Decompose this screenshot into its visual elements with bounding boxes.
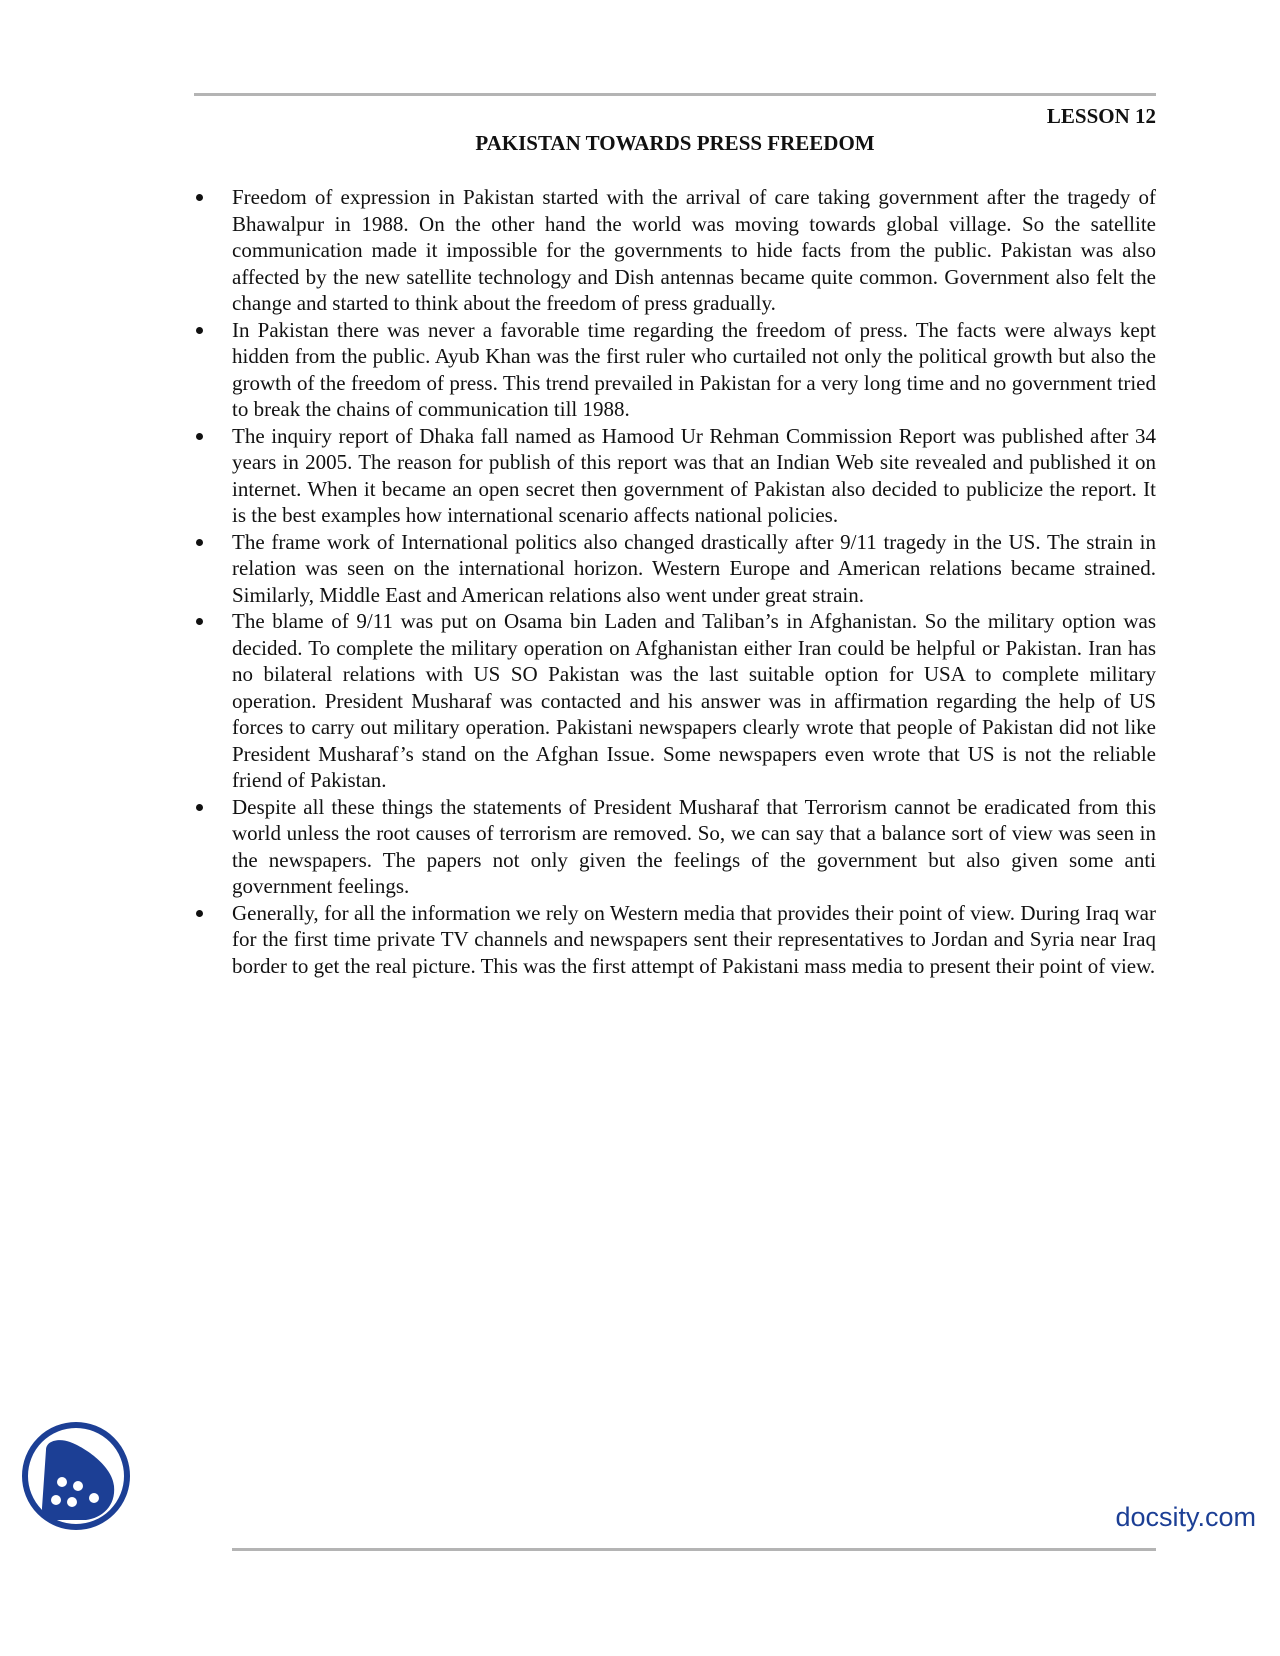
bullet-item — [232, 317, 1156, 423]
bullet-item — [232, 423, 1156, 529]
bullet-text: Despite all these things the statements of President Musharaf that Terrorism cannot be eradicated from this world unless the root causes of terrorism are removed. So, we can say that a balance sort of view was seen in the newspapers. The papers not only given the feelings of the government but also given some anti government feelings. — [232, 794, 1156, 898]
bullet-text: In Pakistan there was never a favorable time regarding the freedom of press. The facts were always kept hidden from the public. Ayub Khan was the first ruler who curtailed not only the political growth but also the growth of the freedom of press. This trend prevailed in Pakistan for a very long time and no government tried to break the chains of communication till 1988. — [232, 317, 1156, 421]
top-rule — [194, 93, 1156, 96]
bullet-text: Freedom of expression in Pakistan started with the arrival of care taking government after the tragedy of Bhawalpur in 1988. On the other hand the world was moving towards global village. So the satellite communication made it impossible for the governments to hide facts from the public. Pakistan was also affected by the new satellite technology and Dish antennas became quite common. Government also felt the change and started to think about the freedom of press gradually. — [232, 185, 1156, 315]
bullet-icon — [196, 618, 203, 625]
bullet-item — [232, 608, 1156, 794]
bullet-icon — [196, 194, 203, 201]
bullet-icon — [196, 804, 203, 811]
docsity-logo-icon — [20, 1420, 132, 1532]
lesson-number: LESSON 12 — [1046, 104, 1156, 128]
bullet-text: The inquiry report of Dhaka fall named as Hamood Ur Rehman Commission Report was published after 34 years in 2005. The reason for publish of this report was that an Indian Web site revealed and published it on internet. When it became an open secret then government of Pakistan also decided to publicize the report. It is the best examples how international scenario affects national policies. — [232, 423, 1156, 527]
bottom-rule — [232, 1548, 1156, 1551]
bullet-text: The blame of 9/11 was put on Osama bin Laden and Taliban’s in Afghanistan. So the military option was decided. To complete the military operation on Afghanistan either Iran could be helpful or Pakistan. Iran has no bilateral relations with US SO Pakistan was the last suitable option for USA to complete military operation. President Musharaf was contacted and his answer was in affirmation regarding the help of US forces to carry out military operation. Pakistani newspapers clearly wrote that people of Pakistan did not like President Musharaf’s stand on the Afghan Issue. Some newspapers even wrote that US is not the reliable friend of Pakistan. — [232, 609, 1156, 792]
bullet-icon — [196, 433, 203, 440]
bullet-item — [232, 794, 1156, 900]
bullet-list — [232, 184, 1156, 979]
bullet-item — [232, 184, 1156, 317]
bullet-item — [232, 529, 1156, 609]
bullet-icon — [196, 910, 203, 917]
bullet-text: The frame work of International politics also changed drastically after 9/11 tragedy in the US. The strain in relation was seen on the international horizon. Western Europe and American relations became strained. Similarly, Middle East and American relations also went under great strain. — [232, 529, 1156, 607]
page-title: PAKISTAN TOWARDS PRESS FREEDOM — [475, 131, 875, 155]
bullet-icon — [196, 327, 203, 334]
bullet-icon — [196, 539, 203, 546]
bullet-text: Generally, for all the information we rely on Western media that provides their point of view. During Iraq war for the first time private TV channels and newspapers sent their representatives to Jordan and Syria near Iraq border to get the real picture. This was the first attempt of Pakistani mass media to present their point of view. — [232, 900, 1156, 978]
bullet-item — [232, 900, 1156, 980]
docsity-brand-link[interactable]: docsity.com — [1115, 1502, 1256, 1532]
